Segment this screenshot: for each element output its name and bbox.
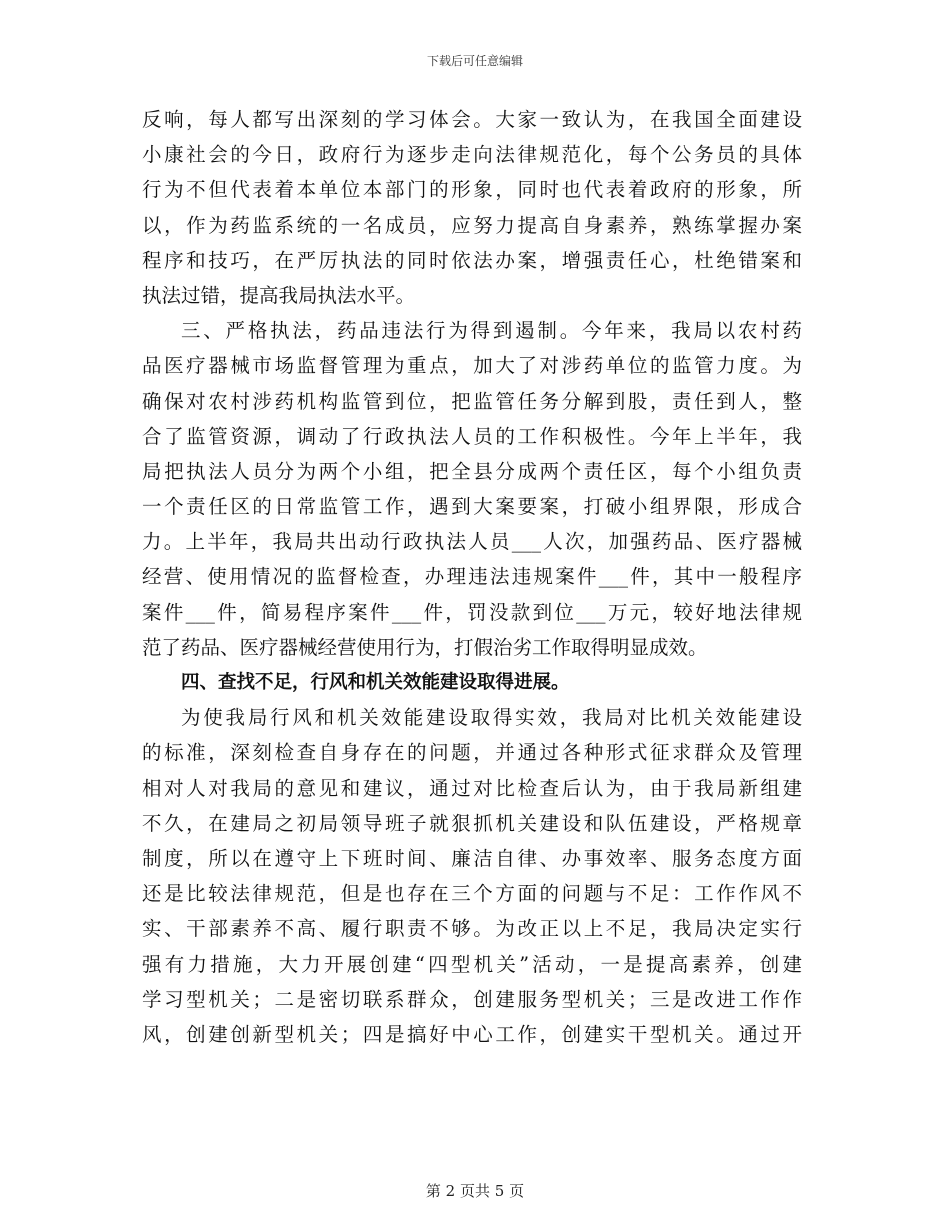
text-line: 合了监管资源，调动了行政执法人员的工作积极性。今年上半年，我 <box>142 424 802 448</box>
text-line: 实、干部素养不高、履行职责不够。为改正以上不足，我局决定实行 <box>142 917 802 941</box>
text-line: 学习型机关；二是密切联系群众，创建服务型机关；三是改进工作作 <box>142 987 802 1011</box>
text-line: 经营、使用情况的监督检查，办理违法违规案件___件，其中一般程序 <box>142 565 802 589</box>
text-line: 小康社会的今日，政府行为逐步走向法律规范化，每个公务员的具体 <box>142 143 802 167</box>
page-header: 下载后可任意编辑 <box>426 54 523 68</box>
text-line: 强有力措施，大力开展创建“四型机关”活动，一是提高素养，创建 <box>142 952 802 976</box>
paragraph-start-line: 三、严格执法，药品违法行为得到遏制。今年来，我局以农村药 <box>181 319 802 343</box>
text-line: 风，创建创新型机关；四是搞好中心工作，创建实干型机关。通过开 <box>142 1022 802 1046</box>
text-line: 行为不但代表着本单位本部门的形象，同时也代表着政府的形象，所 <box>142 178 802 202</box>
text-line: 相对人对我局的意见和建议，通过对比检查后认为，由于我局新组建 <box>142 776 802 800</box>
text-line: 程序和技巧，在严厉执法的同时依法办案，增强责任心，杜绝错案和 <box>142 248 802 272</box>
paragraph-start-line: 为使我局行风和机关效能建设取得实效，我局对比机关效能建设 <box>181 706 802 730</box>
text-line: 范了药品、医疗器械经营使用行为，打假治劣工作取得明显成效。 <box>142 635 708 659</box>
text-line: 还是比较法律规范，但是也存在三个方面的问题与不足：工作作风不 <box>142 882 802 906</box>
text-line: 以，作为药监系统的一名成员，应努力提高自身素养，熟练掌握办案 <box>142 213 802 237</box>
text-line: 确保对农村涉药机构监管到位，把监管任务分解到股，责任到人，整 <box>142 389 802 413</box>
text-line: 一个责任区的日常监管工作，遇到大案要案，打破小组界限，形成合 <box>142 495 802 519</box>
text-line: 不久，在建局之初局领导班子就狠抓机关建设和队伍建设，严格规章 <box>142 811 802 835</box>
text-line: 反响，每人都写出深刻的学习体会。大家一致认为，在我国全面建设 <box>142 108 802 131</box>
text-line: 力。上半年，我局共出动行政执法人员___人次，加强药品、医疗器械 <box>142 530 802 554</box>
text-line: 的标准，深刻检查自身存在的问题，并通过各种形式征求群众及管理 <box>142 741 802 765</box>
text-line: 局把执法人员分为两个小组，把全县分成两个责任区，每个小组负责 <box>142 459 802 483</box>
text-line: 制度，所以在遵守上下班时间、廉洁自律、办事效率、服务态度方面 <box>142 846 802 870</box>
page-number-footer: 第 2 页共 5 页 <box>425 1182 525 1200</box>
text-line: 案件___件，简易程序案件___件，罚没款到位___万元，较好地法律规 <box>142 600 802 624</box>
text-line: 执法过错，提高我局执法水平。 <box>142 283 416 307</box>
document-body <box>142 102 802 1052</box>
section-heading: 四、查找不足，行风和机关效能建设取得进展。 <box>181 672 570 693</box>
text-line: 品医疗器械市场监督管理为重点，加大了对涉药单位的监管力度。为 <box>142 354 802 378</box>
